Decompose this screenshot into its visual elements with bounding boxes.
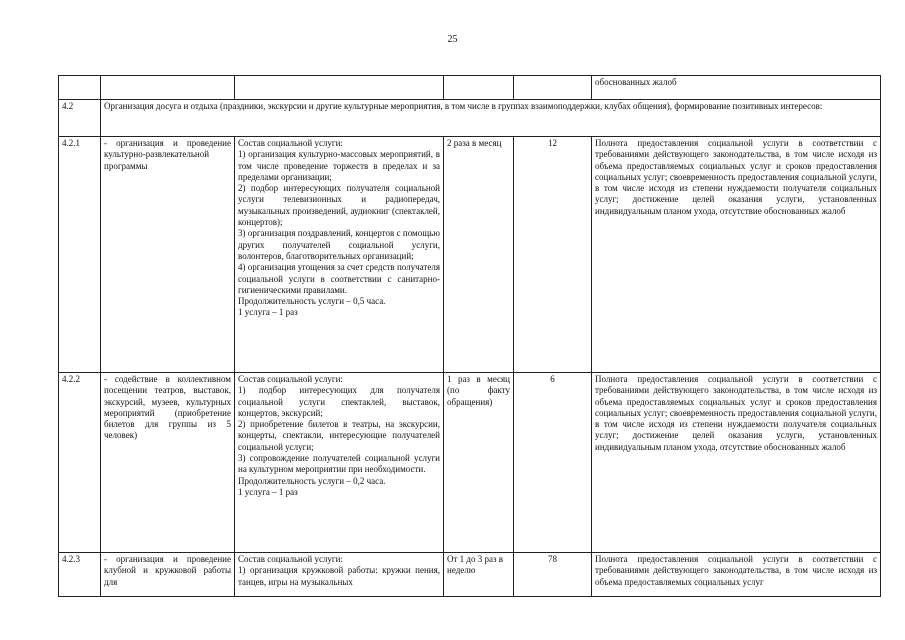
cell-frequency: От 1 до 3 раз в неделю [444,553,514,597]
cell-frequency: 2 раза в месяц [444,137,514,373]
cell-name [101,76,235,100]
content-text: Состав социальной услуги: 1) организация кружковой работы: кружки пения, танцев, игры на музыкальных [238,554,440,587]
cell-name: - содействие в коллективном посещении театров, выставок, экскурсий, музеев, культурных мероприятий (приобретение билетов для группы из 5 человек) [101,373,235,553]
table-row-section [59,100,881,137]
section-code: 4.2 [59,100,101,137]
table-row [59,373,881,553]
cell-volume: 78 [514,553,592,597]
section-title: Организация досуга и отдыха (праздники, экскурсии и другие культурные мероприятия, в том числе в группах взаимоподдержки, клубах общения), формирование позитивных интересов: [101,100,881,137]
cell-code: 4.2.1 [59,137,101,373]
cell-content [235,76,444,100]
cell-quality: обоснованных жалоб [592,76,881,100]
cell-volume [514,76,592,100]
cell-volume: 12 [514,137,592,373]
cell-volume: 6 [514,373,592,553]
page-number: 25 [447,34,458,45]
content-text: Состав социальной услуги: 1) организация культурно-массовых мероприятий, в том числе проведение торжеств в пределах и за пределами организации; 2) подбор интересующих получателя социальной услуги телевизионных и радиопередач, музыкальных произведений, аудиокниг (спектаклей, концертов); 3) организация поздравлений, концертов с помощью других получателей социальной услуги, волонтеров, благотворительных организаций; 4) организация угощения за счет средств получателя социальной услуги в соответствии с санитарно-гигиеническими правилами. Продолжительность услуги – 0,5 часа. 1 услуга – 1 раз [238,138,440,318]
cell-quality: Полнота предоставления социальной услуги в соответствии с требованиями действующего законодательства, в том числе исходя из объема предоставляемых социальных услуг [592,553,881,597]
cell-name: - организация и проведение клубной и кружковой работы для [101,553,235,597]
table-row [59,553,881,597]
cell-quality: Полнота предоставления социальной услуги в соответствии с требованиями действующего законодательства, в том числе исходя из объема предоставляемых социальных услуг и сроков предоставления социальных услуг; своевременность предоставления социальной услуги, в том числе исходя из степени нуждаемости получателя социальных услуг; достижение целей оказания услуги, установленных индивидуальным планом ухода, отсутствие обоснованных жалоб [592,373,881,553]
cell-frequency [444,76,514,100]
cell-frequency: 1 раз в месяц (по факту обращения) [444,373,514,553]
cell-code: 4.2.2 [59,373,101,553]
cell-content [235,553,444,597]
cell-code [59,76,101,100]
cell-content [235,373,444,553]
table-row [59,137,881,373]
cell-content [235,137,444,373]
services-table [58,75,881,597]
content-text: Состав социальной услуги: 1) подбор интересующих для получателя социальной услуги спектаклей, выставок, концертов, экскурсий; 2) приобретение билетов в театры, на экскурсии, концерты, спектакли, интересующие получателей социальной услуги; 3) сопровождение получателей социальной услуги на культурном мероприятии при необходимости. Продолжительность услуги – 0,2 часа. 1 услуга – 1 раз [238,374,440,497]
cell-name: - организация и проведение культурно-развлекательной программы [101,137,235,373]
table-row-continuation [59,76,881,100]
cell-code: 4.2.3 [59,553,101,597]
cell-quality: Полнота предоставления социальной услуги в соответствии с требованиями действующего законодательства, в том числе исходя из объема предоставляемых социальных услуг и сроков предоставления социальных услуг; своевременность предоставления социальной услуги, в том числе исходя из степени нуждаемости получателя социальных услуг; достижение целей оказания услуги, установленных индивидуальным планом ухода, отсутствие обоснованных жалоб [592,137,881,373]
